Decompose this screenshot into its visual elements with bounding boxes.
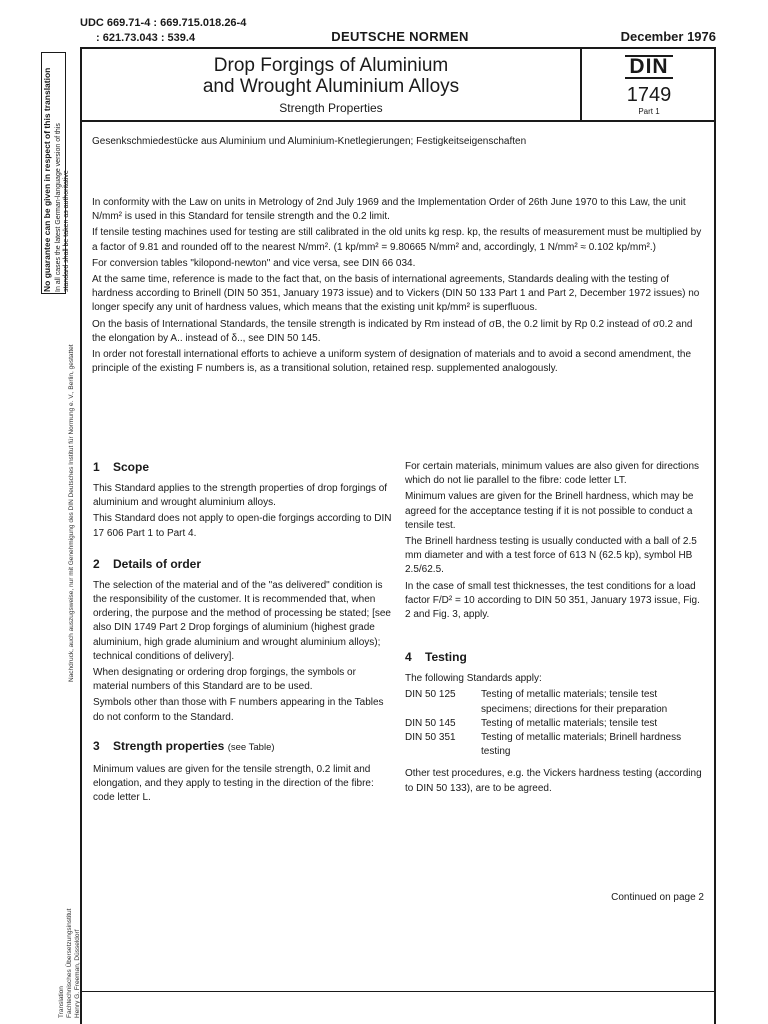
- intro-text: [92, 196, 704, 378]
- title-bottom-rule: [80, 120, 716, 122]
- standard-title: Testing of metallic materials; tensile test: [481, 717, 658, 729]
- intro-paragraph: On the basis of International Standards, the tensile strength is indicated by Rm instead of σB, the 0.2 limit by Rp 0.2 instead of σ0.2 and the elongation by A.. instead of δ.., see DIN 50 145.: [92, 318, 693, 344]
- order-paragraph: The selection of the material and of the "as delivered" condition is the responsibility of the customer. It is recommended that, when ordering, the purpose and the method of processing be stated; [see also DIN 1749 Part 2 Drop forgings of aluminium (highest grade aluminium, high grade aluminium and wrought aluminium alloys); technical conditions of delivery].: [93, 579, 391, 662]
- strength-continued-paragraph: The Brinell hardness testing is usually conducted with a ball of 2.5 mm diameter and with a test force of 613 N (62.5 kp), symbol HB 2.5/62.5.: [405, 536, 697, 576]
- din-number: 1749: [626, 84, 672, 106]
- standard-reference: [405, 731, 703, 759]
- standard-code: DIN 50 125: [405, 689, 456, 701]
- title-line-1: Drop Forgings of Aluminium: [213, 55, 449, 76]
- order-paragraph: Symbols other than those with F numbers appearing in the Tables do not conform to the Standard.: [93, 697, 384, 723]
- reproduction-notice: Nachdruck, auch auszugsweise, nur mit Genehmigung des DIN Deutsches Institut für Normung e. V., Berlin, gestattet: [68, 344, 75, 682]
- standard-reference: [405, 717, 703, 731]
- subtitle: Strength Properties: [279, 101, 383, 115]
- standard-code: DIN 50 145: [405, 717, 456, 729]
- udc-line-2: : 621.73.043 : 539.4: [96, 32, 196, 44]
- scope-paragraph: This Standard applies to the strength properties of drop forgings of aluminium and wrought aluminium alloys.: [93, 483, 388, 509]
- order-paragraph: When designating or ordering drop forgings, the symbols or material numbers of this Standard are to be used.: [93, 667, 356, 693]
- right-column: [405, 460, 703, 798]
- standard-title: Testing of metallic materials; tensile test specimens; directions for their preparation: [481, 689, 668, 715]
- din-part: Part 1: [638, 107, 660, 116]
- issue-date: December 1976: [620, 29, 716, 44]
- german-title: Gesenkschmiedestücke aus Aluminium und Aluminium-Knetlegierungen; Festigkeitseigenschaften: [92, 136, 527, 147]
- frame-top-rule: [80, 47, 716, 49]
- guarantee-notice: No guarantee can be given in respect of this translation: [42, 67, 52, 292]
- intro-paragraph: In order not forestall international efforts to achieve a uniform system of designation of materials and to avoid a second amendment, the principle of the existing F numbers is, as a transitional solution, retained resp. supplemented analogously.: [92, 349, 692, 375]
- din-logo: DIN: [625, 55, 672, 79]
- udc-line-1: UDC 669.71-4 : 669.715.018.26-4: [80, 17, 247, 29]
- intro-paragraph: If tensile testing machines used for testing are still calibrated in the old units kg resp. kp, the results of measurement must be multiplied by a factor of 9.81 and rounded off to the nearest N/mm². (1 kp/mm² = 9.80665 N/mm² and, accordingly, 1 N/mm² ≈ 0.102 kp/mm².): [92, 227, 702, 253]
- title-line-2: and Wrought Aluminium Alloys: [202, 76, 460, 97]
- section-heading-testing: 4 Testing: [405, 650, 467, 665]
- standard-title: Testing of metallic materials; Brinell hardness testing: [481, 732, 682, 758]
- strength-continued-paragraph: For certain materials, minimum values are also given for directions which do not lie parallel to the fibre: code letter LT.: [405, 461, 699, 487]
- section-heading-strength: 3 Strength properties (see Table): [93, 738, 275, 753]
- strength-continued-paragraph: In the case of small test thicknesses, the test conditions for a load factor F/D² = 10 according to DIN 50 351, January 1973 issue, Fig. 2 and Fig. 3, apply.: [405, 580, 700, 621]
- standard-reference: [405, 688, 703, 716]
- scope-paragraph: This Standard does not apply to open-die forgings according to DIN 17 606 Part 1 to Part 4.: [93, 513, 392, 539]
- document-title: [82, 55, 580, 115]
- din-designation: [582, 55, 716, 116]
- section-heading-scope: 1 Scope: [93, 460, 150, 474]
- udc-classification: [80, 16, 310, 46]
- intro-paragraph: In conformity with the Law on units in Metrology of 2nd July 1969 and the Implementation Order of 26th June 1970 to this Law, the unit N/mm² is used in this Standard for tensile strength and the 0.2 limit.: [92, 197, 686, 223]
- testing-lead: The following Standards apply:: [405, 673, 542, 685]
- strength-paragraph: Minimum values are given for the tensile strength, 0.2 limit and elongation, and they apply to testing in the direction of the fibre: code letter L.: [93, 763, 374, 804]
- intro-paragraph: At the same time, reference is made to the fact that, on the basis of international agreements, Standards dealing with the testing of hardness according to Brinell (DIN 50 351, January 1973 issue) and to Vickers (DIN 50 133 Part 1 and Part 2, December 1972 issues) no longer specify any unit of hardness values, which means that the existing unit kp/mm² is superfluous.: [92, 274, 700, 314]
- footer-rule: [80, 991, 716, 992]
- testing-closing: Other test procedures, e.g. the Vickers hardness testing (according to DIN 50 133), are to be agreed.: [405, 768, 702, 794]
- intro-paragraph: For conversion tables "kilopond-newton" and vice versa, see DIN 66 034.: [92, 257, 416, 269]
- translator-credit: Translation Fachtechnisches Übersetzungsinstitut Henry G. Freeman, Düsseldorf: [58, 908, 81, 1018]
- section-heading-order: 2 Details of order: [93, 556, 202, 571]
- standard-series: DEUTSCHE NORMEN: [331, 29, 469, 44]
- strength-continued-paragraph: Minimum values are given for the Brinell hardness, which may be agreed for the acceptance testing if it is not possible to conduct a tensile test.: [405, 491, 694, 531]
- continued-note: Continued on page 2: [611, 892, 704, 903]
- standard-code: DIN 50 351: [405, 732, 456, 744]
- guarantee-notice-detail: In all cases the latest German-language version of this standard shall be taken as authoritative: [55, 123, 70, 292]
- left-column: [93, 460, 393, 807]
